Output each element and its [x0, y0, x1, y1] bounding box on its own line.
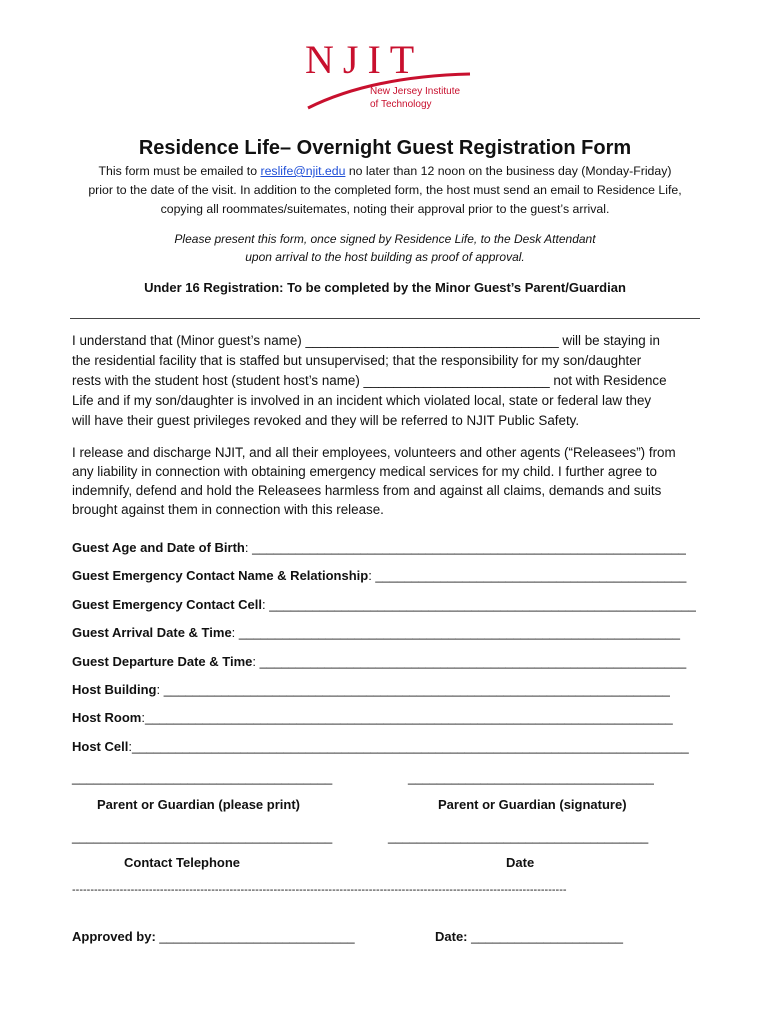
approved-by-field[interactable]: Approved by: ___________________________	[72, 929, 355, 944]
blank-line: _____________________	[471, 929, 623, 944]
field-host-building[interactable]: Host Building: ______________________________________________________________________	[72, 682, 670, 697]
intro-line-3: copying all roommates/suitemates, noting their approval prior to the guest’s arrival.	[160, 202, 610, 216]
date-label: Date	[506, 855, 535, 870]
under16-heading: Under 16 Registration: To be completed by the Minor Guest’s Parent/Guardian	[144, 280, 626, 295]
dashed-divider: ---------------------------------------------------------------------------------------------------------------------------------------	[72, 884, 567, 896]
approval-date-field[interactable]: Date: _____________________	[435, 929, 623, 944]
logo-subtitle-line1: New Jersey Institute	[370, 86, 461, 97]
paragraph2-line: I release and discharge NJIT, and all their employees, volunteers and other agents (“Releasees”) from	[72, 445, 676, 460]
field-arrival-date-time[interactable]: Guest Arrival Date & Time: _____________________________________________________________	[72, 625, 680, 640]
paragraph1-line: Life and if my son/daughter is involved in an incident which violated local, state or federal law they	[72, 393, 652, 408]
parent-signature-label: Parent or Guardian (signature)	[438, 797, 627, 812]
notice-line-2: upon arrival to the host building as proof of approval.	[245, 250, 525, 264]
field-emergency-contact-name[interactable]: Guest Emergency Contact Name & Relationship: ___________________________________________	[72, 568, 687, 583]
blank-line: ___________________________	[159, 929, 355, 944]
paragraph2-line: brought against them in connection with this release.	[72, 502, 384, 517]
page-title: Residence Life– Overnight Guest Registration Form	[138, 137, 632, 159]
field-guest-age-dob[interactable]: Guest Age and Date of Birth: ____________________________________________________________	[72, 540, 686, 555]
parent-print-label: Parent or Guardian (please print)	[97, 797, 300, 812]
blank-line: _____________________________________________________________________________	[131, 739, 689, 754]
contact-telephone-line[interactable]: ____________________________________	[72, 829, 333, 844]
paragraph1-line: the residential facility that is staffed but unsupervised; that the responsibility for my son/daughter	[72, 353, 642, 368]
field-emergency-contact-cell[interactable]: Guest Emergency Contact Cell: ___________________________________________________________	[72, 597, 696, 612]
paragraph1-line: rests with the student host (student host’s name) _________________________ not with Residence	[72, 373, 667, 388]
parent-signature-line[interactable]: __________________________________	[408, 770, 654, 785]
paragraph1-line: I understand that (Minor guest’s name) __________________________________ will be staying in	[72, 333, 660, 348]
email-link[interactable]: reslife@njit.edu	[260, 164, 346, 178]
parent-print-line[interactable]: ____________________________________	[72, 770, 333, 785]
field-departure-date-time[interactable]: Guest Departure Date & Time: ___________________________________________________________	[72, 654, 687, 669]
paragraph2-line: any liability in connection with obtaining emergency medical services for my child. I further agree to	[72, 464, 658, 479]
blank-line: ___________________________________________________________	[269, 597, 696, 612]
notice-line-1: Please present this form, once signed by Residence Life, to the Desk Attendant	[174, 232, 596, 246]
logo-subtitle-line2: of Technology	[370, 99, 432, 110]
date-line[interactable]: ____________________________________	[388, 829, 649, 844]
blank-line: _____________________________________________________________	[238, 625, 680, 640]
intro-line-2: prior to the date of the visit. In addition to the completed form, the host must send an email to Residence Life,	[88, 183, 682, 197]
blank-line: ___________________________________________	[375, 568, 687, 583]
intro-line-1: This form must be emailed to reslife@njit.edu no later than 12 noon on the business day (Monday-Friday)	[98, 164, 672, 178]
blank-line: _________________________________________________________________________	[144, 710, 673, 725]
field-host-cell[interactable]: Host Cell:_____________________________________________________________________________	[72, 739, 689, 754]
section-divider	[70, 318, 700, 319]
blank-line: ____________________________________________________________	[252, 540, 686, 555]
blank-line: ___________________________________________________________	[259, 654, 687, 669]
blank-line: ______________________________________________________________________	[163, 682, 670, 697]
logo-wordmark: NJIT	[305, 37, 424, 82]
field-host-room[interactable]: Host Room:_________________________________________________________________________	[72, 710, 673, 725]
contact-telephone-label: Contact Telephone	[124, 855, 241, 870]
paragraph1-line: will have their guest privileges revoked and they will be referred to NJIT Public Safety.	[72, 413, 580, 428]
paragraph2-line: indemnify, defend and hold the Releasees harmless from and against all claims, demands and suits	[72, 483, 662, 498]
